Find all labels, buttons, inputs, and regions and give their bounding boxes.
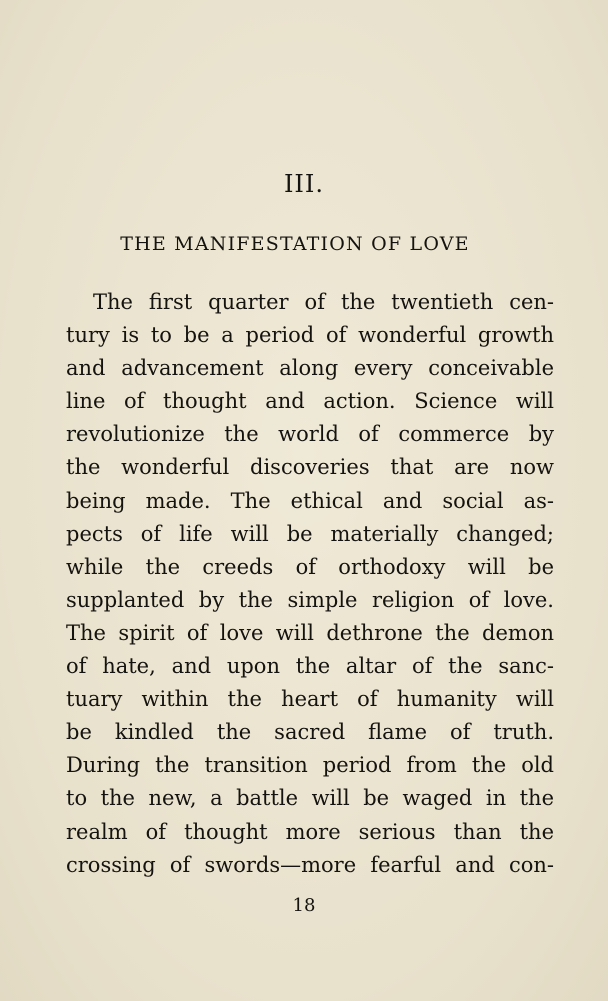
text-line: while the creeds of orthodoxy will be bbox=[66, 554, 554, 579]
text-line: be kindled the sacred flame of truth. bbox=[66, 720, 554, 745]
text-line: The spirit of love will dethrone the demon bbox=[66, 620, 554, 645]
text-line: crossing of swords—more fearful and con- bbox=[66, 852, 554, 877]
text-line: and advancement along every conceivable bbox=[66, 356, 554, 381]
text-line: The first quarter of the twentieth cen- bbox=[93, 290, 554, 314]
text-line: pects of life will be materially changed; bbox=[66, 521, 554, 546]
text-line: tury is to be a period of wonderful growth bbox=[66, 323, 554, 348]
text-line: tuary within the heart of humanity will bbox=[66, 687, 554, 712]
chapter-title: THE MANIFESTATION OF LOVE bbox=[120, 233, 470, 255]
text-line: of hate, and upon the altar of the sanc- bbox=[66, 654, 554, 679]
text-line: realm of thought more serious than the bbox=[66, 819, 554, 844]
chapter-number: III. bbox=[283, 170, 325, 198]
text-line: line of thought and action. Science will bbox=[66, 389, 554, 414]
text-line: the wonderful discoveries that are now bbox=[66, 455, 554, 480]
text-line: During the transition period from the old bbox=[66, 753, 554, 778]
page-number: 18 bbox=[292, 895, 316, 916]
text-line: revolutionize the world of commerce by bbox=[66, 422, 554, 447]
text-line: to the new, a battle will be waged in the bbox=[66, 786, 554, 811]
text-line: being made. The ethical and social as- bbox=[66, 488, 554, 513]
text-line: supplanted by the simple religion of love. bbox=[66, 587, 554, 612]
body-paragraph bbox=[66, 286, 554, 882]
